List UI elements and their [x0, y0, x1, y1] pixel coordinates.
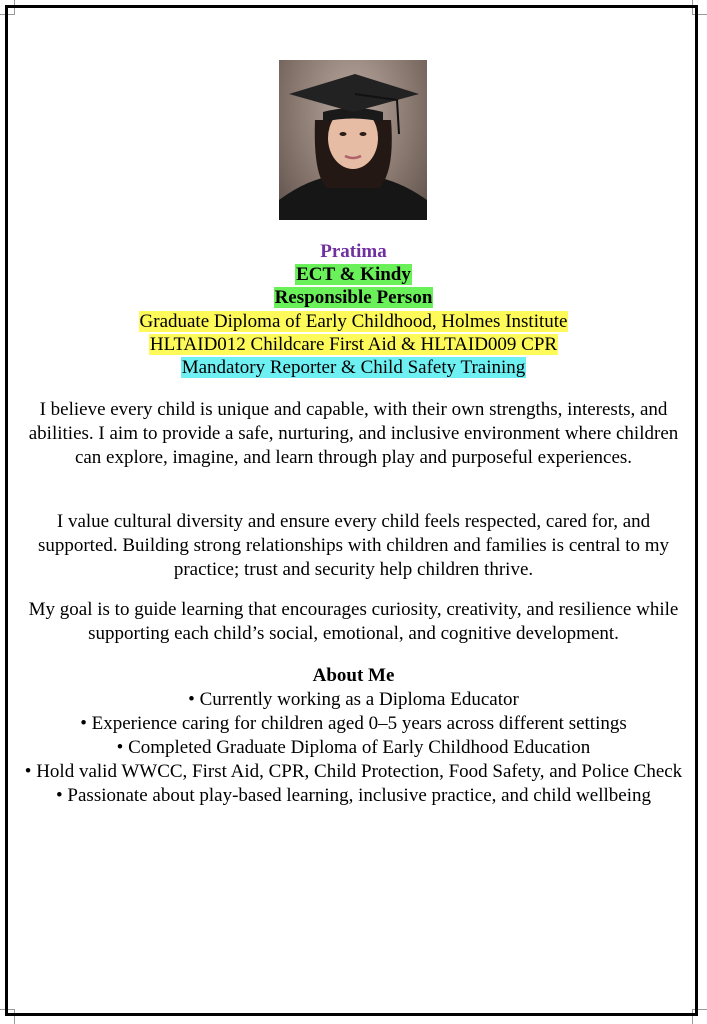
about-item: • Currently working as a Diploma Educator: [188, 689, 519, 710]
about-me-section: [14, 664, 693, 808]
profile-header: [14, 240, 693, 379]
qualification-first-aid: HLTAID012 Childcare First Aid & HLTAID009 CPR: [149, 333, 558, 355]
about-item: • Passionate about play-based learning, inclusive practice, and child wellbeing: [56, 785, 651, 806]
role-responsible-person: Responsible Person: [274, 287, 433, 309]
about-item: • Hold valid WWCC, First Aid, CPR, Child Protection, Food Safety, and Police Check: [24, 761, 683, 782]
educator-name: Pratima: [320, 241, 387, 262]
qualification-diploma: Graduate Diploma of Early Childhood, Holmes Institute: [139, 310, 568, 332]
graduate-portrait-icon: [279, 60, 427, 220]
about-me-title: About Me: [312, 665, 395, 686]
about-item: • Experience caring for children aged 0–5 years across different settings: [80, 713, 627, 734]
paragraph-philosophy: I believe every child is unique and capable, with their own strengths, interests, and abilities. I aim to provide a safe, nurturing, and inclusive environment where children can explore, imagine, and learn through play and purposeful experiences.: [28, 399, 679, 468]
profile-photo: [279, 60, 427, 220]
training-child-safety: Mandatory Reporter & Child Safety Training: [181, 357, 526, 379]
about-item: • Completed Graduate Diploma of Early Childhood Education: [116, 737, 591, 758]
paragraph-diversity: I value cultural diversity and ensure every child feels respected, cared for, and supported. Building strong relationships with children and families is central to my practice; trust and security help children thrive.: [37, 511, 670, 580]
paragraph-goal: My goal is to guide learning that encourages curiosity, creativity, and resilience while supporting each child’s social, emotional, and cognitive development.: [28, 599, 679, 644]
role-ect-kindy: ECT & Kindy: [296, 264, 411, 286]
